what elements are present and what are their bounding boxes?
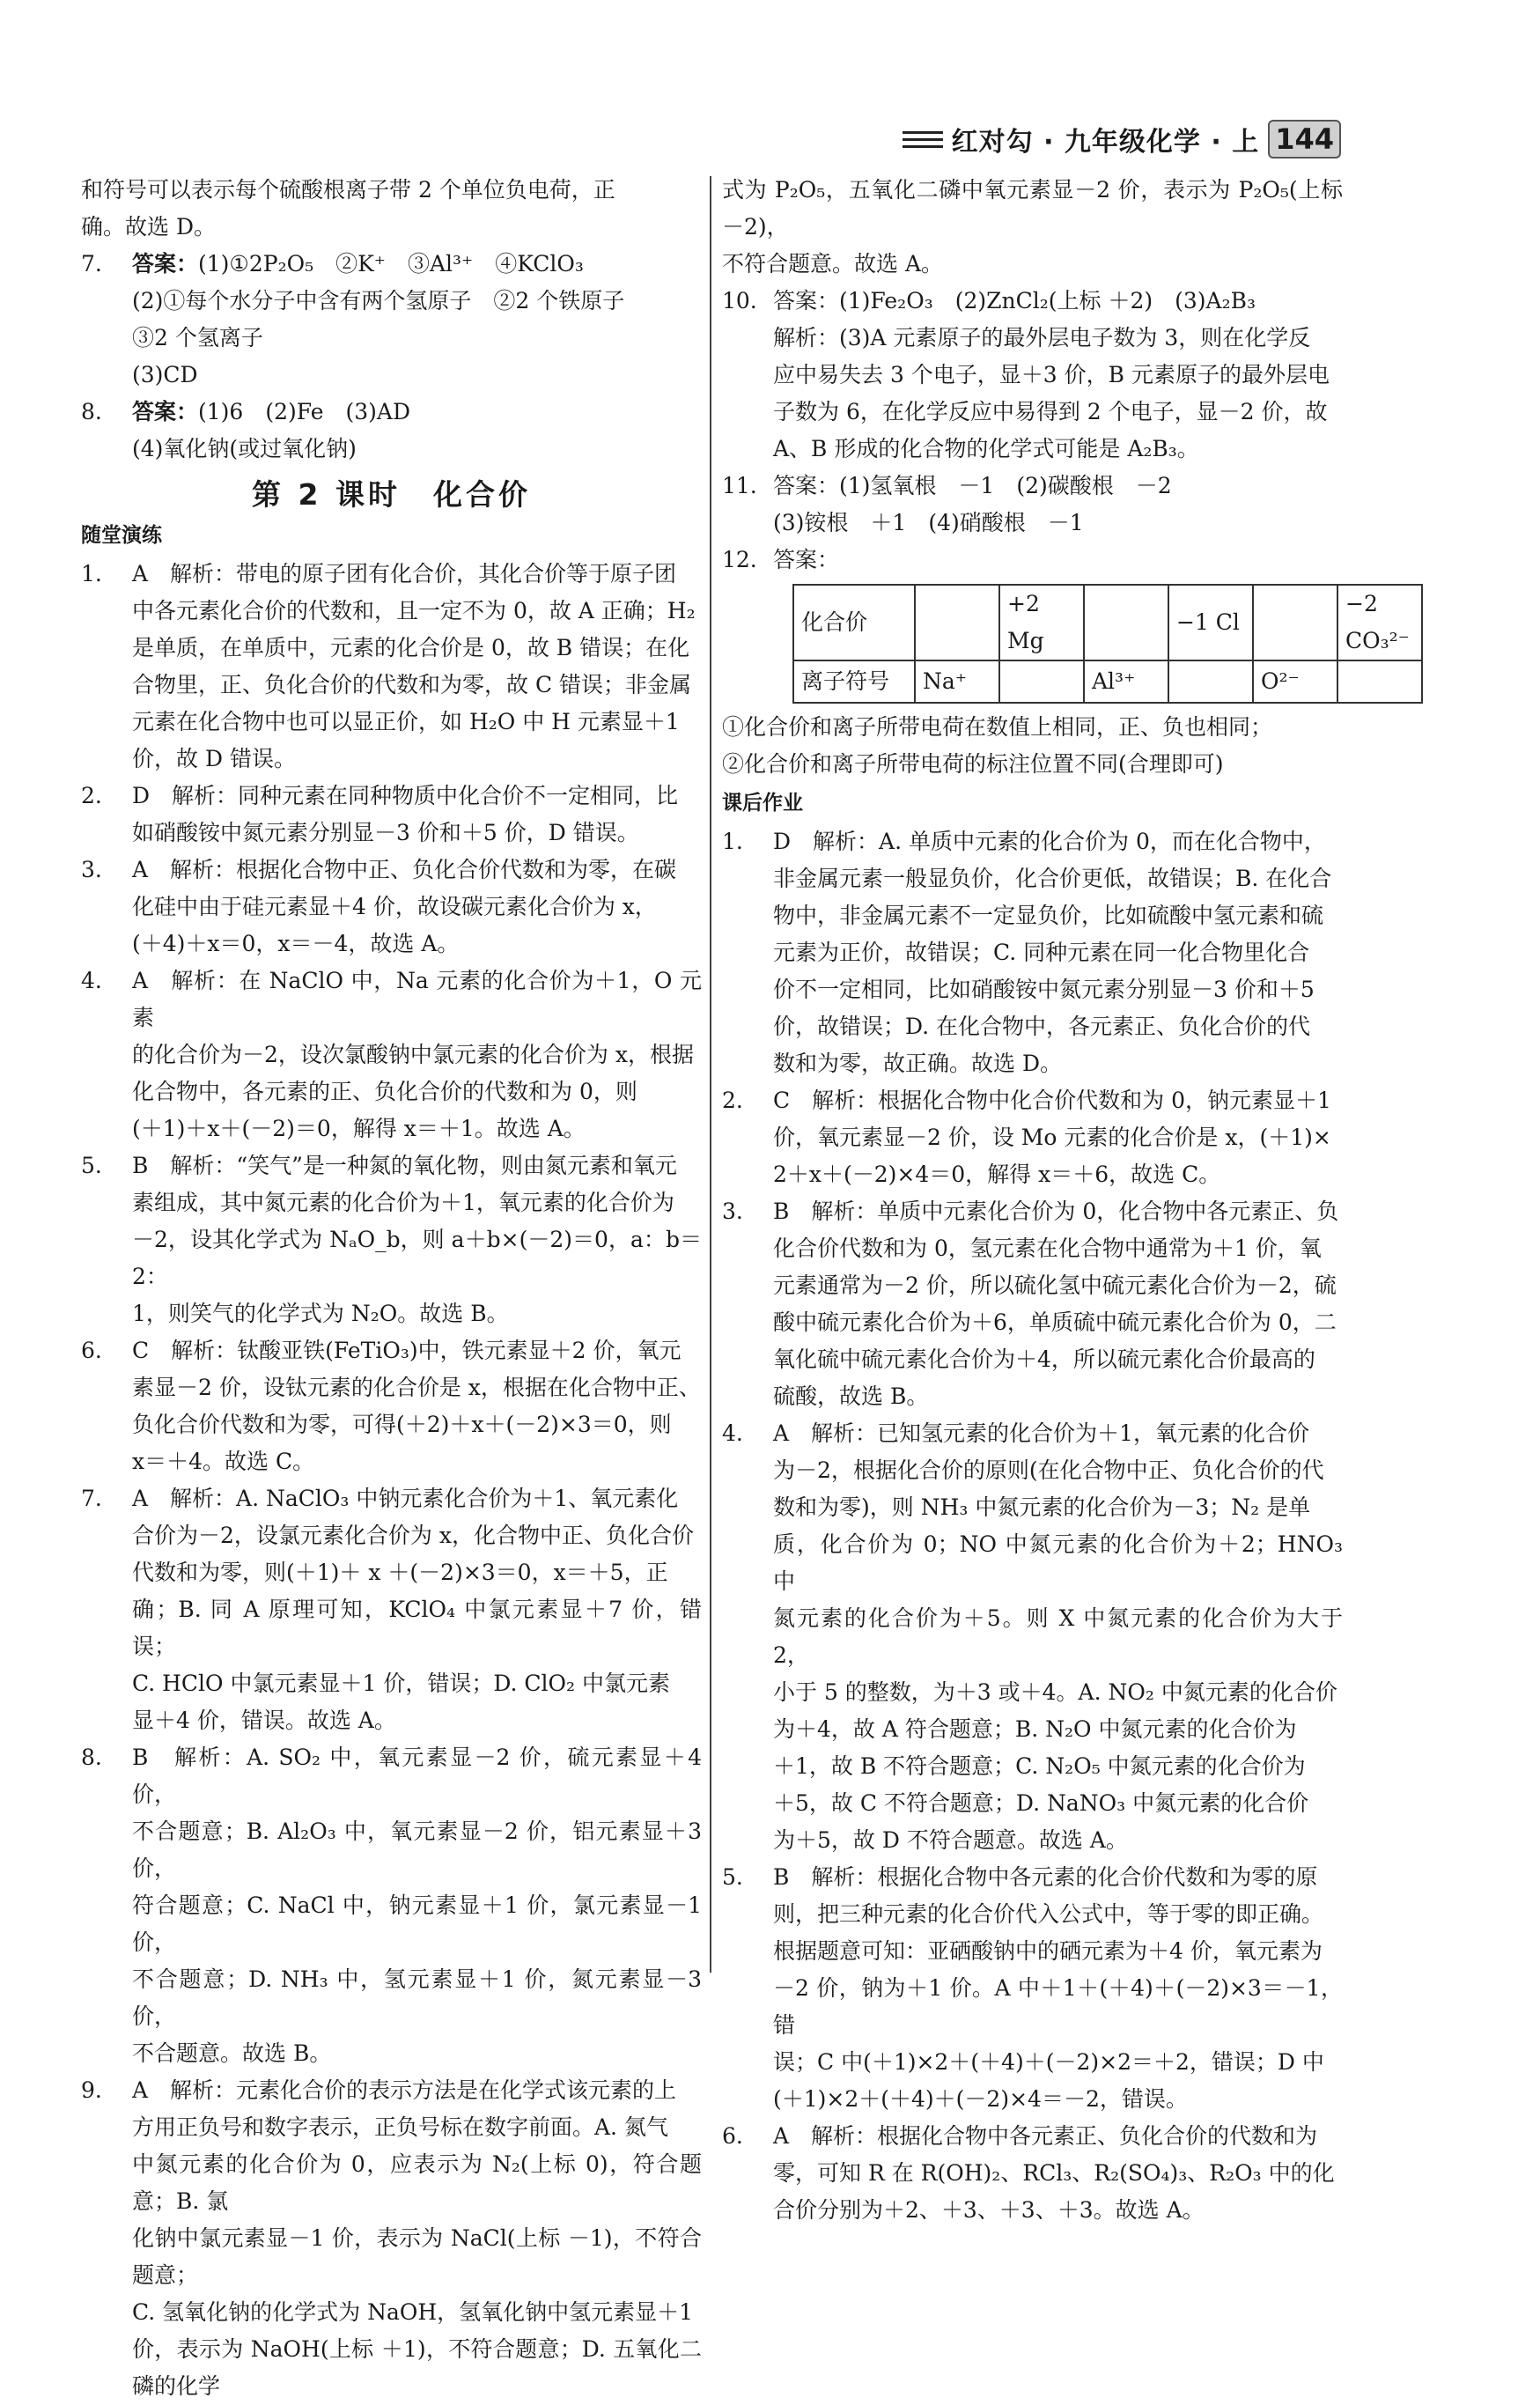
list-item [722,1859,1343,2118]
answer-label: 答案： [132,399,199,424]
right-column [722,172,1410,2229]
table-cell: O²⁻ [1253,660,1337,703]
text-line: (4)氧化钠(或过氧化钠) [132,436,357,461]
list-item [81,778,702,852]
list-item [722,2118,1343,2229]
item-number: 11. [722,473,757,498]
text-line: 物中，非金属元素不一定显负价，比如硫酸中氢元素和硫 [773,903,1324,928]
text-line: 中各元素化合价的代数和，且一定不为 0，故 A 正确；H₂ [132,598,696,623]
text-line: 不合题意；D. NH₃ 中，氢元素显＋1 价，氮元素显－3 价， [132,1966,702,2029]
text-line: A 解析：根据化合物中正、负化合价代数和为零，在碳 [132,857,677,882]
text-line: 解析：(3)A 元素原子的最外层电子数为 3，则在化学反 [773,325,1311,350]
text-line: D 解析：A. 单质中元素的化合价为 0，而在化合物中， [773,829,1326,854]
table-cell [1253,585,1337,660]
column-divider [710,176,711,1973]
text-line: C 解析：钛酸亚铁(FeTiO₃)中，铁元素显＋2 价，氧元 [132,1338,682,1363]
item-number: 6. [722,2123,743,2149]
text-line: 1，则笑气的化学式为 N₂O。故选 B。 [132,1301,509,1326]
table-cell: −1 Cl [1168,585,1253,660]
text-line: 酸中硫元素化合价为＋6，单质硫中硫元素化合价为 0，二 [773,1309,1337,1335]
item-number: 5. [722,1864,743,1890]
text-line: A 解析：A. NaClO₃ 中钠元素化合价为＋1、氧元素化 [132,1486,679,1511]
text-line: C. 氢氧化钠的化学式为 NaOH，氢氧化钠中氢元素显＋1 [132,2299,694,2325]
text-line: 应中易失去 3 个电子，显＋3 价，B 元素原子的最外层电 [773,362,1330,387]
item-number: 8. [81,1745,102,1770]
text-line: A 解析：已知氢元素的化合价为＋1，氧元素的化合价 [773,1420,1309,1446]
table-row [793,585,1422,660]
table-row [793,660,1422,703]
text-line: 合价分别为＋2、＋3、＋3、＋3。故选 A。 [773,2197,1205,2223]
text-line: 非金属元素一般显负价，化合价更低，故错误；B. 在化合 [773,866,1332,891]
item-number: 6. [81,1338,102,1363]
text-line: 答案： [773,547,840,572]
text-line: 如硝酸铵中氮元素分别显－3 价和＋5 价，D 错误。 [132,820,639,845]
text-line: (3)铵根 ＋1 (4)硝酸根 －1 [773,510,1084,535]
text-line: 元素通常为－2 价，所以硫化氢中硫元素化合价为－2，硫 [773,1273,1337,1298]
item-number: 2. [722,1088,743,1113]
table-cell: Al³⁺ [1084,660,1168,703]
text-line: 中氮元素的化合价为 0，应表示为 N₂(上标 0)，符合题意；B. 氯 [132,2151,702,2214]
text-line: 是单质，在单质中，元素的化合价是 0，故 B 错误；在化 [132,635,690,660]
text-line: B 解析：根据化合物中各元素的化合价代数和为零的原 [773,1864,1318,1890]
text-line: 化硅中由于硅元素显＋4 价，故设碳元素化合价为 x， [132,894,657,919]
text-line: (1)①2P₂O₅ ②K⁺ ③Al³⁺ ④KClO₃ [198,251,584,277]
text-line: (＋1)＋x＋(－2)＝0，解得 x＝＋1。故选 A。 [132,1116,586,1141]
text-line: 显＋4 价，错误。故选 A。 [132,1708,396,1733]
text-line: 素组成，其中氮元素的化合价为＋1，氧元素的化合价为 [132,1190,674,1215]
text-line: 确。故选 D。 [81,214,216,240]
text-line: 价不一定相同，比如硝酸铵中氮元素分别显－3 价和＋5 [773,977,1315,1002]
text-line: 代数和为零，则(＋1)＋ x ＋(－2)×3＝0，x＝＋5，正 [132,1560,668,1585]
text-line: (＋4)＋x＝0，x＝－4，故选 A。 [132,931,460,956]
text-line: (2)①每个水分子中含有两个氢原子 ②2 个铁原子 [132,288,625,314]
item-number: 3. [81,857,102,882]
text-line: 负化合价代数和为零，可得(＋2)＋x＋(－2)×3＝0，则 [132,1412,672,1437]
text-line: ①化合价和离子所带电荷在数值上相同，正、负也相同； [722,714,1273,740]
text-line: 价，故 D 错误。 [132,746,296,771]
list-item [81,1147,702,1332]
table-cell [1084,585,1168,660]
item-number: 4. [81,968,102,993]
table-cell [999,660,1084,703]
text-line: 的化合价为－2，设次氯酸钠中氯元素的化合价为 x，根据 [132,1042,694,1067]
text-line: 硫酸，故选 B。 [773,1383,929,1409]
page-number: 144 [1268,120,1341,159]
text-line: A 解析：带电的原子团有化合价，其化合价等于原子团 [132,561,677,586]
text-line: 误；C 中(＋1)×2＋(＋4)＋(－2)×2＝＋2，错误；D 中 [773,2049,1324,2075]
answer-8 [81,394,702,468]
intro-text [81,172,702,246]
text-line: 答案：(1)Fe₂O₃ (2)ZnCl₂(上标 ＋2) (3)A₂B₃ [773,288,1256,314]
subsection-title: 课后作业 [722,792,803,815]
header-stripes-icon [903,127,943,152]
text-line: 氧化硫中硫元素化合价为＋4，所以硫元素化合价最高的 [773,1346,1315,1372]
text-line: ②化合价和离子所带电荷的标注位置不同(合理即可) [722,751,1224,777]
text-line: 为＋5，故 D 不符合题意。故选 A。 [773,1827,1128,1853]
table-cell [1337,660,1422,703]
text-line: 确；B. 同 A 原理可知，KClO₄ 中氯元素显＋7 价，错误； [132,1597,702,1659]
text-line: 子数为 6，在化学反应中易得到 2 个电子，显－2 价，故 [773,399,1328,424]
text-line: ＋1，故 B 不符合题意；C. N₂O₅ 中氮元素的化合价为 [773,1753,1306,1779]
table-cell: 离子符号 [793,660,915,703]
text-line: 合价为－2，设氯元素化合价为 x，化合物中正、负化合价 [132,1523,694,1548]
text-line: ③2 个氢离子 [132,325,263,350]
table-cell: 化合价 [793,585,915,660]
text-line: B 解析：“笑气”是一种氮的氧化物，则由氮元素和氧元 [132,1153,677,1178]
text-line: 符合题意；C. NaCl 中，钠元素显＋1 价，氯元素显－1 价， [132,1892,702,1955]
table-cell [1168,660,1253,703]
text-line: 不合题意。故选 B。 [132,2040,332,2066]
list-item [81,2072,702,2405]
text-line: 为＋4，故 A 符合题意；B. N₂O 中氮元素的化合价为 [773,1716,1297,1742]
continued-text [722,172,1343,283]
answer-label: 答案： [132,251,199,277]
list-item [81,852,702,963]
list-item [722,468,1343,542]
list-item [81,1332,702,1480]
text-line: 化钠中氯元素显－1 价，表示为 NaCl(上标 －1)，不符合题意； [132,2225,702,2288]
text-line: 答案：(1)氢氧根 －1 (2)碳酸根 －2 [773,473,1172,498]
text-line: 为－2，根据化合价的原则(在化合物中正、负化合价的代 [773,1457,1324,1483]
text-line: C. HClO 中氯元素显＋1 价，错误；D. ClO₂ 中氯元素 [132,1671,670,1696]
text-line: 数和为零)，则 NH₃ 中氮元素的化合价为－3；N₂ 是单 [773,1494,1311,1520]
text-line: 合物里，正、负化合价的代数和为零，故 C 错误；非金属 [132,672,692,697]
book-title: 红对勾 · 九年级化学 · 上 [951,127,1260,158]
item-number: 7. [81,1486,102,1511]
item-number: 8. [81,399,102,424]
list-item [722,1193,1343,1415]
text-line: (＋1)×2＋(＋4)＋(－2)×4＝－2，错误。 [773,2086,1188,2112]
text-line: 不符合题意。故选 A。 [722,251,944,277]
table-notes [722,709,1343,783]
list-item [722,1082,1343,1193]
text-line: 元素在化合物中也可以显正价，如 H₂O 中 H 元素显＋1 [132,709,680,734]
text-line: 2＋x＋(－2)×4＝0，解得 x＝＋6，故选 C。 [773,1162,1221,1187]
text-line: (3)CD [132,362,198,387]
answer-7 [81,246,702,394]
text-line: 根据题意可知：亚硒酸钠中的硒元素为＋4 价，氧元素为 [773,1938,1323,1964]
item-number: 10. [722,288,757,314]
text-line: 价，故错误；D. 在化合物中，各元素正、负化合价的代 [773,1014,1311,1039]
item-number: 1. [81,561,102,586]
text-line: B 解析：A. SO₂ 中，氧元素显－2 价，硫元素显＋4 价， [132,1745,702,1807]
text-line: 素显－2 价，设钛元素的化合价是 x，根据在化合物中正、 [132,1375,701,1400]
table-cell: +2 Mg [999,585,1084,660]
homework-items [722,823,1343,2229]
subsection-title: 随堂演练 [81,524,162,547]
text-line: 方用正负号和数字表示，正负号标在数字前面。A. 氮气 [132,2114,668,2140]
text-line: 价，氧元素显－2 价，设 Mo 元素的化合价是 x，(＋1)× [773,1125,1331,1150]
list-item [81,1739,702,2072]
text-line: A 解析：元素化合价的表示方法是在化学式该元素的上 [132,2077,677,2103]
text-line: (1)6 (2)Fe (3)AD [198,399,411,424]
list-item [722,1415,1343,1859]
item-number: 1. [722,829,743,854]
item-number: 2. [81,783,102,808]
text-line: 化合价代数和为 0，氢元素在化合物中通常为＋1 价，氧 [773,1236,1322,1261]
item-number: 5. [81,1153,102,1178]
text-line: 和符号可以表示每个硫酸根离子带 2 个单位负电荷，正 [81,177,615,203]
list-item [722,823,1343,1082]
item-number: 4. [722,1420,743,1446]
valence-table [792,584,1423,704]
text-line: D 解析：同种元素在同种物质中化合价不一定相同，比 [132,783,679,808]
text-line: 不合题意；B. Al₂O₃ 中，氧元素显－2 价，铝元素显＋3 价， [132,1819,702,1881]
list-item [81,1480,702,1739]
text-line: 则，把三种元素的化合价代入公式中，等于零的即正确。 [773,1901,1324,1927]
text-line: 小于 5 的整数，为＋3 或＋4。A. NO₂ 中氮元素的化合价 [773,1679,1337,1705]
item-number: 9. [81,2077,102,2103]
text-line: C 解析：根据化合物中化合价代数和为 0，钠元素显＋1 [773,1088,1331,1113]
left-column [81,172,702,2405]
table-cell [915,585,999,660]
section-title: 第 2 课时 化合价 [252,477,531,512]
text-line: 价，表示为 NaOH(上标 ＋1)，不符合题意；D. 五氧化二磷的化学 [132,2336,702,2399]
text-line: B 解析：单质中元素化合价为 0，化合物中各元素正、负 [773,1199,1339,1224]
answer-items [722,283,1343,579]
text-line: 氮元素的化合价为＋5。则 X 中氮元素的化合价为大于 2， [773,1605,1343,1668]
page-header [903,113,1341,166]
text-line: 元素为正价，故错误；C. 同种元素在同一化合物里化合 [773,940,1310,965]
table-cell: Na⁺ [915,660,999,703]
list-item [81,556,702,778]
text-line: 零，可知 R 在 R(OH)₂、RCl₃、R₂(SO₄)₃、R₂O₃ 中的化 [773,2160,1335,2186]
list-item [81,963,702,1147]
list-item [722,542,1343,579]
practice-items [81,556,702,2405]
text-line: 质，化合价为 0；NO 中氮元素的化合价为＋2；HNO₃ 中 [773,1531,1343,1594]
list-item [722,283,1343,468]
text-line: A 解析：根据化合物中各元素正、负化合价的代数和为 [773,2123,1318,2149]
text-line: ＋5，故 C 不符合题意；D. NaNO₃ 中氮元素的化合价 [773,1790,1309,1816]
item-number: 7. [81,251,102,277]
text-line: x＝＋4。故选 C。 [132,1449,315,1474]
text-line: －2 价，钠为＋1 价。A 中＋1＋(＋4)＋(－2)×3＝－1，错 [773,1975,1343,2038]
table-cell: −2 CO₃²⁻ [1337,585,1422,660]
item-number: 3. [722,1199,743,1224]
text-line: －2，设其化学式为 NₐO_b，则 a＋b×(－2)＝0，a：b＝2： [132,1227,702,1289]
text-line: 化合物中，各元素的正、负化合价的代数和为 0，则 [132,1079,637,1104]
text-line: A 解析：在 NaClO 中，Na 元素的化合价为＋1，O 元素 [132,968,702,1030]
text-line: A、B 形成的化合物的化学式可能是 A₂B₃。 [773,436,1199,461]
item-number: 12. [722,547,757,572]
text-line: 数和为零，故正确。故选 D。 [773,1051,1062,1076]
text-line: 式为 P₂O₅，五氧化二磷中氧元素显－2 价，表示为 P₂O₅(上标 －2)， [722,177,1343,240]
